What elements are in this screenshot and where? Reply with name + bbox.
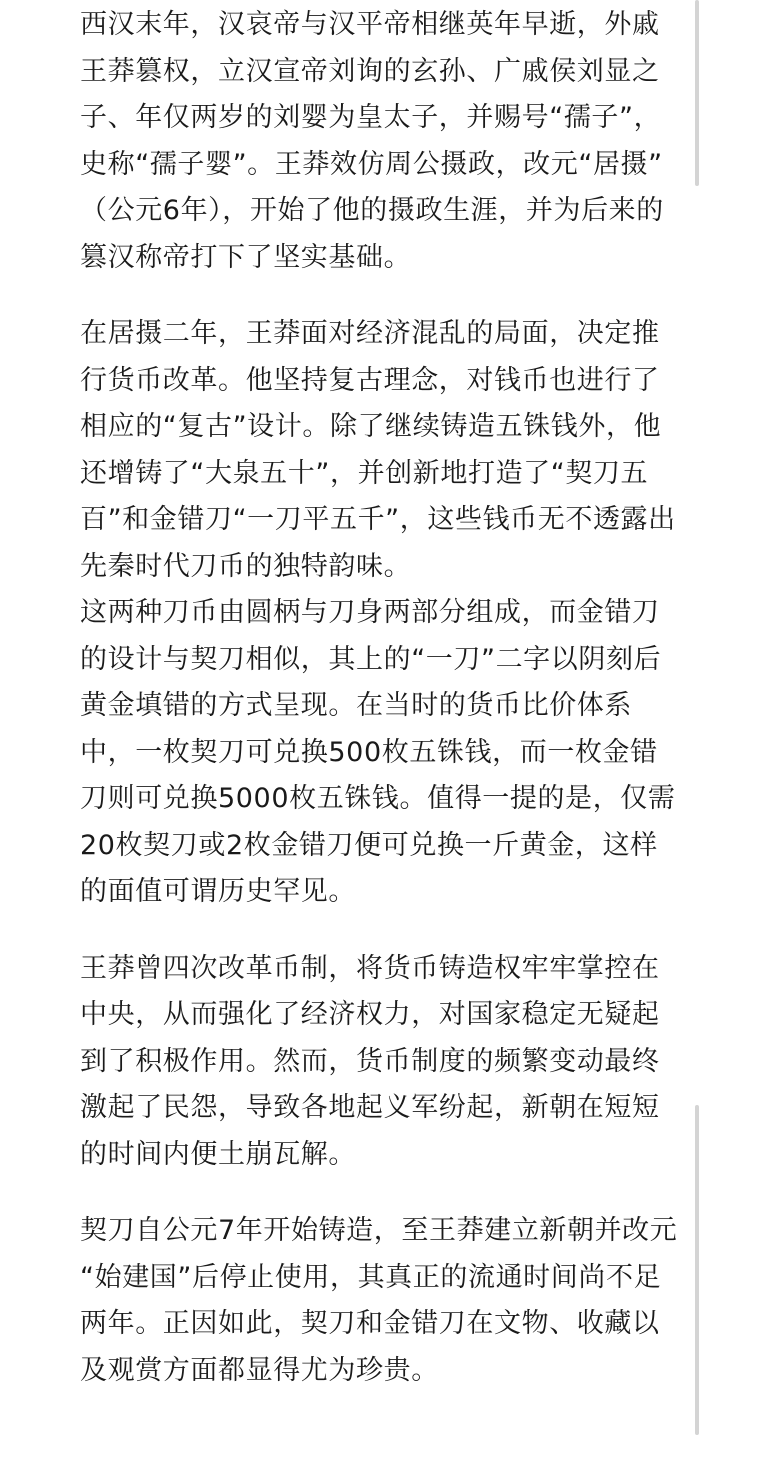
text-line: 中央，从而强化了经济权力，对国家稳定无疑起 xyxy=(80,999,660,1030)
paragraph xyxy=(80,946,680,1179)
article-body xyxy=(80,0,680,1394)
text-line: 西汉末年，汉哀帝与汉平帝相继英年早逝，外戚 xyxy=(80,9,660,40)
text-line: 子、年仅两岁的刘婴为皇太子，并赐号“孺子”， xyxy=(80,102,662,133)
text-line: 及观赏方面都显得尤为珍贵。 xyxy=(80,1354,439,1386)
scrollbar[interactable] xyxy=(695,0,699,1471)
text-line: 中，一枚契刀可兑换500枚五铢钱，而一枚金错 xyxy=(80,736,658,768)
text-line: 的时间内便土崩瓦解。 xyxy=(80,1138,356,1170)
text-line: 的设计与契刀相似，其上的“一刀”二字以阴刻后 xyxy=(80,643,662,675)
text-line: 行货币改革。他坚持复古理念，对钱币也进行了 xyxy=(80,364,660,396)
text-line: 百”和金错刀“一刀平五千”，这些钱币无不透露出 xyxy=(80,504,676,535)
paragraph xyxy=(80,1208,680,1394)
text-line: 的面值可谓历史罕见。 xyxy=(80,876,356,907)
paragraph xyxy=(80,590,680,916)
text-line: 王莽曾四次改革币制，将货币铸造权牢牢掌控在 xyxy=(80,952,660,984)
text-line: （公元6年），开始了他的摄政生涯，并为后来的 xyxy=(80,195,664,226)
text-line: “始建国”后停止使用，其真正的流通时间尚不足 xyxy=(80,1261,662,1293)
paragraph xyxy=(80,311,680,590)
text-line: 刀则可兑换5000枚五铢钱。值得一提的是，仅需 xyxy=(80,783,676,814)
text-line: 激起了民怨，导致各地起义军纷起，新朝在短短 xyxy=(80,1092,660,1123)
text-line: 王莽篡权，立汉宣帝刘询的玄孙、广戚侯刘显之 xyxy=(80,55,660,87)
text-line: 篡汉称帝打下了坚实基础。 xyxy=(80,241,412,273)
text-line: 契刀自公元7年开始铸造，至王莽建立新朝并改元 xyxy=(80,1215,678,1246)
text-line: 黄金填错的方式呈现。在当时的货币比价体系 xyxy=(80,690,632,721)
text-line: 这两种刀币由圆柄与刀身两部分组成，而金错刀 xyxy=(80,597,660,628)
text-line: 还增铸了“大泉五十”，并创新地打造了“契刀五 xyxy=(80,457,649,489)
text-line: 到了积极作用。然而，货币制度的频繁变动最终 xyxy=(80,1045,660,1077)
text-line: 20枚契刀或2枚金错刀便可兑换一斤黄金，这样 xyxy=(80,829,658,861)
paragraph xyxy=(80,0,680,281)
scrollbar-thumb[interactable] xyxy=(695,0,699,186)
text-line: 两年。正因如此，契刀和金错刀在文物、收藏以 xyxy=(80,1308,660,1339)
text-line: 史称“孺子婴”。王莽效仿周公摄政，改元“居摄” xyxy=(80,148,663,180)
text-line: 先秦时代刀币的独特韵味。 xyxy=(80,550,412,582)
scrollbar-thumb[interactable] xyxy=(695,1105,699,1435)
text-line: 相应的“复古”设计。除了继续铸造五铢钱外，他 xyxy=(80,411,662,442)
text-line: 在居摄二年，王莽面对经济混乱的局面，决定推 xyxy=(80,318,660,349)
